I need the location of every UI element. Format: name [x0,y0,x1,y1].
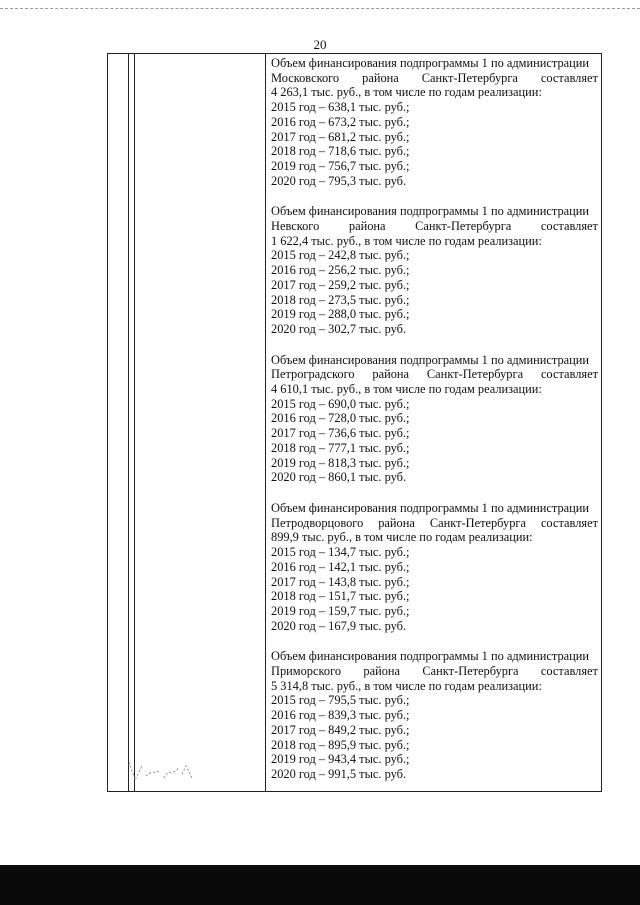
year-amount: 2015 год – 242,8 тыс. руб.; [271,248,410,263]
district-name: Петроградского [271,367,355,382]
scan-edge-line [0,8,640,9]
district-word: района [362,70,399,85]
year-amount: 2020 год – 795,3 тыс. руб. [271,173,407,188]
year-amount: 2019 год – 943,4 тыс. руб.; [271,752,410,767]
block-heading: Объем финансирования подпрограммы 1 по администрации [271,56,590,70]
year-amount: 2016 год – 256,2 тыс. руб.; [271,263,410,278]
district-name: Московского [271,70,340,85]
financing-block-nevsky [271,204,598,336]
year-amount: 2015 год – 134,7 тыс. руб.; [271,545,410,560]
total-amount: 5 314,8 тыс. руб., в том числе по годам реализации: [271,678,542,693]
year-amount: 2015 год – 795,5 тыс. руб.; [271,693,410,708]
district-word: составляет [540,367,598,382]
total-amount: 4 610,1 тыс. руб., в том числе по годам реализации: [271,382,542,397]
total-amount: 1 622,4 тыс. руб., в том числе по годам реализации: [271,233,542,248]
city-name: Санкт-Петербурга [422,664,519,679]
year-amount: 2020 год – 302,7 тыс. руб. [271,321,407,336]
year-amount: 2019 год – 159,7 тыс. руб.; [271,603,410,618]
year-amount: 2019 год – 818,3 тыс. руб.; [271,455,410,470]
table-column-divider [128,54,129,791]
year-amount: 2020 год – 860,1 тыс. руб. [271,470,407,485]
year-amount: 2018 год – 273,5 тыс. руб.; [271,292,410,307]
year-amount: 2018 год – 895,9 тыс. руб.; [271,737,410,752]
district-name: Невского [271,219,320,234]
district-line [271,664,598,679]
year-amount: 2016 год – 728,0 тыс. руб.; [271,411,410,426]
financing-block-primorsky [271,649,598,781]
year-amount: 2019 год – 288,0 тыс. руб.; [271,307,410,322]
year-amount: 2015 год – 690,0 тыс. руб.; [271,396,410,411]
year-amount: 2016 год – 142,1 тыс. руб.; [271,559,410,574]
year-amount: 2018 год – 718,6 тыс. руб.; [271,144,410,159]
city-name: Санкт-Петербурга [415,219,512,234]
district-word: составляет [540,515,598,530]
year-amount: 2017 год – 143,8 тыс. руб.; [271,574,410,589]
year-amount: 2020 год – 167,9 тыс. руб. [271,618,407,633]
page-number: 20 [313,37,327,52]
year-amount: 2017 год – 259,2 тыс. руб.; [271,277,410,292]
year-amount: 2018 год – 777,1 тыс. руб.; [271,440,410,455]
handwritten-mark [126,756,198,786]
city-name: Санкт-Петербурга [429,515,526,530]
district-word: района [372,367,410,382]
block-heading: Объем финансирования подпрограммы 1 по администрации [271,352,590,367]
scan-bottom-bar [0,865,640,905]
district-line [271,367,598,382]
city-name: Санкт-Петербурга [421,70,518,85]
district-word: района [348,219,386,234]
year-amount: 2020 год – 991,5 тыс. руб. [271,766,407,781]
district-line [271,516,598,531]
district-word: составляет [540,664,598,679]
block-heading: Объем финансирования подпрограммы 1 по администрации [271,204,590,219]
district-line [271,71,598,86]
district-word: района [378,515,415,530]
district-word: района [363,664,401,679]
year-amount: 2018 год – 151,7 тыс. руб.; [271,589,410,604]
financing-block-moskovsky [271,56,598,188]
district-name: Приморского [271,664,342,679]
block-heading: Объем финансирования подпрограммы 1 по администрации [271,649,590,664]
total-amount: 4 263,1 тыс. руб., в том числе по годам реализации: [271,85,542,100]
year-amount: 2017 год – 849,2 тыс. руб.; [271,722,410,737]
year-amount: 2019 год – 756,7 тыс. руб.; [271,158,410,173]
total-amount: 899,9 тыс. руб., в том числе по годам реализации: [271,530,533,545]
financing-block-petrogradsky [271,353,598,485]
year-amount: 2017 год – 736,6 тыс. руб.; [271,426,410,441]
year-amount: 2015 год – 638,1 тыс. руб.; [271,100,410,115]
district-name: Петродворцового [271,515,364,530]
block-heading: Объем финансирования подпрограммы 1 по администрации [271,500,590,515]
table-column-divider [265,54,266,791]
year-amount: 2017 год – 681,2 тыс. руб.; [271,129,410,144]
year-amount: 2016 год – 839,3 тыс. руб.; [271,708,410,723]
city-name: Санкт-Петербурга [426,367,524,382]
financing-block-petrodvortsovy [271,501,598,633]
year-amount: 2016 год – 673,2 тыс. руб.; [271,114,410,129]
district-word: составляет [540,219,598,234]
financing-text-cell [271,56,598,798]
table-column-divider [134,54,135,791]
district-line [271,219,598,234]
district-word: составляет [540,70,598,85]
